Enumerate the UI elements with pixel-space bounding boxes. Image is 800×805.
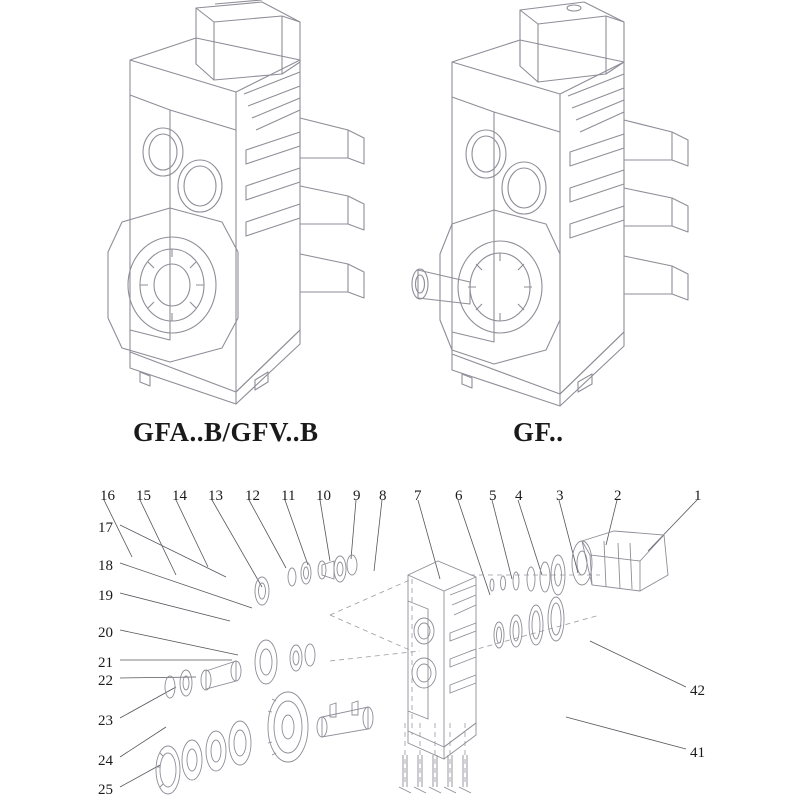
parts-shaft-row-middle [165, 640, 315, 698]
callout-number: 20 [98, 625, 113, 641]
callout-number: 41 [690, 745, 705, 761]
callout-number: 10 [316, 488, 331, 504]
callout-number: 8 [379, 488, 387, 504]
callout-number: 4 [515, 488, 523, 504]
parts-shaft-row-top [255, 555, 357, 605]
callout-number: 19 [98, 588, 113, 604]
callout-number: 3 [556, 488, 564, 504]
caption-left-model: GFA..B/GFV..B [133, 417, 319, 447]
part-housing [408, 561, 476, 759]
left-gearbox-drawing [108, 0, 364, 404]
parts-rings-right [490, 555, 565, 648]
exploded-parts-view [0, 455, 800, 800]
callout-number: 25 [98, 782, 113, 798]
callout-number: 15 [136, 488, 151, 504]
part-large-gear [156, 692, 373, 794]
leader-lines-top [104, 500, 697, 595]
callout-number: 11 [281, 488, 296, 504]
callout-number: 24 [98, 753, 113, 769]
callout-number: 21 [98, 655, 113, 671]
callout-number: 2 [614, 488, 622, 504]
callout-number: 9 [353, 488, 361, 504]
callout-number: 1 [694, 488, 702, 504]
callout-number: 22 [98, 673, 113, 689]
callout-number: 17 [98, 520, 113, 536]
exploded-diagram-svg [0, 455, 800, 800]
callout-number: 7 [414, 488, 422, 504]
leader-lines-left [120, 525, 252, 787]
caption-right-model: GF.. [513, 417, 564, 447]
callout-number: 23 [98, 713, 113, 729]
callout-number: 18 [98, 558, 113, 574]
callout-number: 6 [455, 488, 463, 504]
callout-number: 13 [208, 488, 223, 504]
callout-number: 14 [172, 488, 187, 504]
callout-number: 42 [690, 683, 705, 699]
callout-number: 5 [489, 488, 497, 504]
right-gearbox-drawing [412, 2, 688, 406]
callout-number: 12 [245, 488, 260, 504]
leader-lines-right [566, 641, 686, 749]
part-motor-adapter [572, 531, 668, 591]
callout-number: 16 [100, 488, 115, 504]
